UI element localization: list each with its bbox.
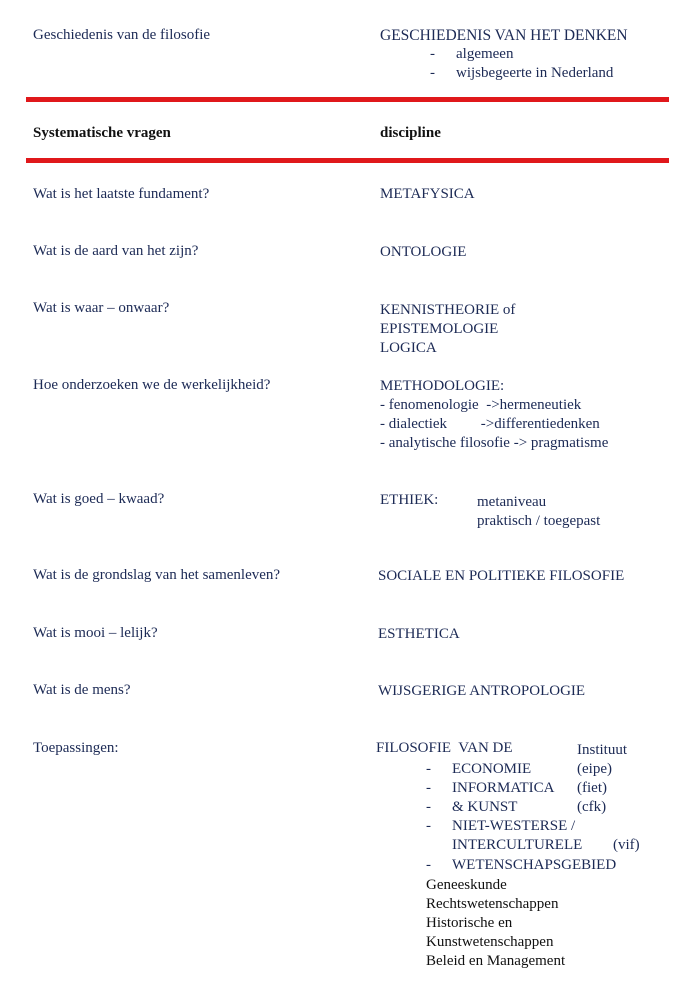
institute-code: (fiet) bbox=[577, 780, 607, 796]
discipline bbox=[380, 301, 515, 358]
header-item: - algemeen bbox=[430, 46, 514, 62]
question: Hoe onderzoeken we de werkelijkheid? bbox=[33, 377, 271, 393]
discipline: ESTHETICA bbox=[378, 626, 460, 642]
discipline-line: KENNISTHEORIE of bbox=[380, 302, 516, 318]
divider-bottom bbox=[26, 158, 669, 163]
divider-top bbox=[26, 97, 669, 102]
field-item: Beleid en Management bbox=[426, 953, 566, 969]
discipline-line: - fenomenologie ->hermeneutiek bbox=[380, 397, 582, 413]
discipline-line: - analytische filosofie -> pragmatisme bbox=[380, 435, 609, 451]
field-list bbox=[426, 876, 565, 971]
question: Wat is de aard van het zijn? bbox=[33, 243, 199, 259]
header-item: - wijsbegeerte in Nederland bbox=[430, 65, 614, 81]
applications-title: FILOSOFIE VAN DE bbox=[376, 740, 513, 756]
institute-code: (eipe) bbox=[577, 761, 612, 777]
column-header-right: discipline bbox=[380, 125, 441, 141]
question: Wat is goed – kwaad? bbox=[33, 491, 165, 507]
discipline-item: metaniveau bbox=[477, 494, 547, 510]
discipline-line: LOGICA bbox=[380, 340, 437, 356]
application-item: - ECONOMIE bbox=[426, 761, 532, 777]
field-item: Geneeskunde bbox=[426, 877, 507, 893]
question: Wat is het laatste fundament? bbox=[33, 186, 210, 202]
application-item: - NIET-WESTERSE / bbox=[426, 818, 576, 834]
discipline-line: METHODOLOGIE: bbox=[380, 378, 505, 394]
question: Wat is mooi – lelijk? bbox=[33, 625, 158, 641]
header-left: Geschiedenis van de filosofie bbox=[33, 27, 211, 43]
application-item: - INFORMATICA bbox=[426, 780, 555, 796]
question: Wat is de grondslag van het samenleven? bbox=[33, 567, 281, 583]
discipline-line: - dialectiek ->differentiedenken bbox=[380, 416, 600, 432]
discipline-label: ETHIEK: bbox=[380, 492, 439, 508]
discipline-line: EPISTEMOLOGIE bbox=[380, 321, 499, 337]
question: Wat is waar – onwaar? bbox=[33, 300, 170, 316]
application-item: - WETENSCHAPSGEBIED bbox=[426, 857, 617, 873]
question: Wat is de mens? bbox=[33, 682, 131, 698]
discipline: WIJSGERIGE ANTROPOLOGIE bbox=[378, 683, 586, 699]
discipline: METAFYSICA bbox=[380, 186, 475, 202]
question: Toepassingen: bbox=[33, 740, 119, 756]
application-item: - & KUNST bbox=[426, 799, 518, 815]
field-item: Historische en bbox=[426, 915, 513, 931]
discipline bbox=[380, 377, 608, 453]
header-right-title: GESCHIEDENIS VAN HET DENKEN bbox=[380, 27, 628, 44]
discipline-item: praktisch / toegepast bbox=[477, 513, 601, 529]
application-item: INTERCULTURELE bbox=[452, 837, 583, 853]
field-item: Kunstwetenschappen bbox=[426, 934, 554, 950]
institute-code: (cfk) bbox=[577, 799, 607, 815]
field-item: Rechtswetenschappen bbox=[426, 896, 559, 912]
discipline: SOCIALE EN POLITIEKE FILOSOFIE bbox=[378, 568, 625, 584]
institute-code: (vif) bbox=[613, 837, 640, 853]
discipline: ONTOLOGIE bbox=[380, 244, 467, 260]
institute-label: Instituut bbox=[577, 742, 628, 758]
column-header-left: Systematische vragen bbox=[33, 125, 171, 141]
